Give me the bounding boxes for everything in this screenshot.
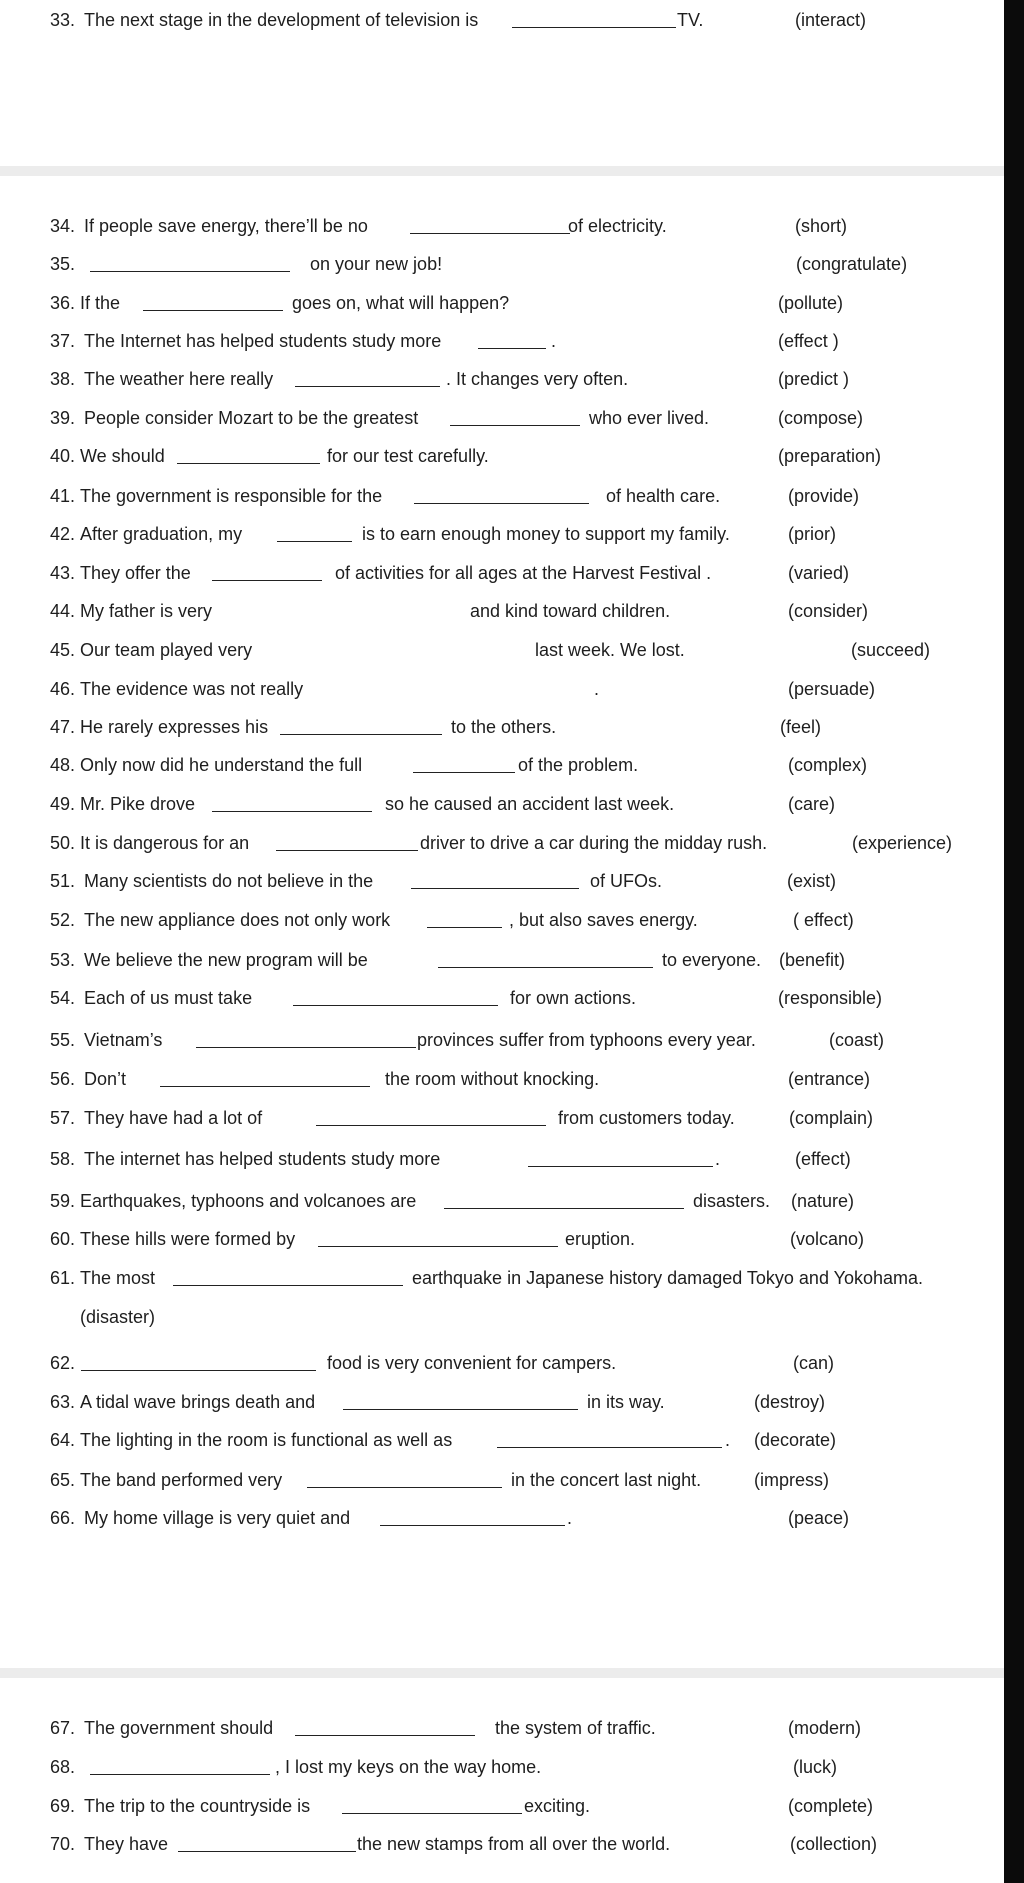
question-number: 49. <box>50 794 76 814</box>
question-number: 48. <box>50 755 76 775</box>
answer-blank[interactable] <box>342 1813 522 1814</box>
question-number: 63. <box>50 1392 76 1412</box>
question-text-continued: who ever lived. <box>584 408 710 428</box>
question-number: 67. <box>50 1718 76 1738</box>
answer-blank[interactable] <box>343 1409 578 1410</box>
question-text: Mr. Pike drove <box>80 794 201 814</box>
answer-blank[interactable] <box>212 580 322 581</box>
question-text: The lighting in the room is functional as well as <box>80 1430 458 1450</box>
word-hint: (peace) <box>788 1508 850 1528</box>
question-number: 56. <box>50 1069 76 1089</box>
word-hint: (feel) <box>780 717 822 737</box>
question-text-continued: . <box>567 1508 573 1528</box>
worksheet-page-3 <box>0 1678 1004 1883</box>
question-63 <box>0 1387 1004 1417</box>
question-text: The internet has helped students study more <box>84 1149 441 1169</box>
question-number: 60. <box>50 1229 76 1249</box>
question-text: The evidence was not really <box>80 679 304 699</box>
answer-blank[interactable] <box>414 503 589 504</box>
question-50 <box>0 828 1004 858</box>
answer-blank[interactable] <box>90 271 290 272</box>
question-text-continued: TV. <box>677 10 704 30</box>
word-hint: ( effect) <box>793 910 854 930</box>
question-text: It is dangerous for an <box>80 833 255 853</box>
question-text-continued: in its way. <box>582 1392 665 1412</box>
word-hint: (exist) <box>787 871 836 891</box>
question-text-continued: in the concert last night. <box>506 1470 702 1490</box>
question-49 <box>0 789 1004 819</box>
question-55 <box>0 1025 1004 1055</box>
question-text: My father is very <box>80 601 213 621</box>
question-36 <box>0 288 1004 318</box>
answer-blank[interactable] <box>277 541 352 542</box>
question-text: We should <box>80 446 170 466</box>
question-38 <box>0 364 1004 394</box>
question-text-continued: of electricity. <box>568 216 667 236</box>
question-40 <box>0 441 1004 471</box>
question-number: 66. <box>50 1508 76 1528</box>
question-text: Earthquakes, typhoons and volcanoes are <box>80 1191 422 1211</box>
question-text: After graduation, my <box>80 524 248 544</box>
question-text-continued: exciting. <box>524 1796 591 1816</box>
question-text: People consider Mozart to be the greatest <box>84 408 424 428</box>
question-47 <box>0 712 1004 742</box>
question-33 <box>0 5 1004 35</box>
answer-blank[interactable] <box>427 927 502 928</box>
question-60 <box>0 1224 1004 1254</box>
question-39 <box>0 403 1004 433</box>
question-number: 40. <box>50 446 76 466</box>
question-67 <box>0 1713 1004 1743</box>
question-number: 38. <box>50 369 76 389</box>
question-65 <box>0 1465 1004 1495</box>
question-text: The most <box>80 1268 161 1288</box>
word-hint: (responsible) <box>778 988 883 1008</box>
question-number: 46. <box>50 679 76 699</box>
word-hint: (preparation) <box>778 446 882 466</box>
question-number: 58. <box>50 1149 76 1169</box>
question-text: The weather here really <box>84 369 279 389</box>
worksheet-page-1 <box>0 0 1004 166</box>
answer-blank[interactable] <box>177 463 320 464</box>
question-text: Vietnam’s <box>84 1030 168 1050</box>
question-text-continued: driver to drive a car during the midday rush. <box>420 833 768 853</box>
question-number: 68. <box>50 1757 76 1777</box>
question-text: Only now did he understand the full <box>80 755 368 775</box>
word-hint: (disaster) <box>80 1307 156 1327</box>
word-hint: (experience) <box>852 833 953 853</box>
question-text: The government is responsible for the <box>80 486 388 506</box>
question-64 <box>0 1425 1004 1455</box>
word-hint: (predict ) <box>778 369 850 389</box>
scroll-edge-strip <box>1004 0 1024 1883</box>
question-text-continued: the new stamps from all over the world. <box>357 1834 671 1854</box>
word-hint: (modern) <box>788 1718 862 1738</box>
question-number: 47. <box>50 717 76 737</box>
question-number: 37. <box>50 331 76 351</box>
word-hint: (effect ) <box>778 331 839 351</box>
question-text: They have had a lot of <box>84 1108 268 1128</box>
answer-blank[interactable] <box>450 425 580 426</box>
answer-blank[interactable] <box>380 1525 565 1526</box>
question-51 <box>0 866 1004 896</box>
question-text-continued: is to earn enough money to support my family. <box>357 524 730 544</box>
question-text-continued: food is very convenient for campers. <box>322 1353 617 1373</box>
answer-blank[interactable] <box>173 1285 403 1286</box>
question-text-continued: the system of traffic. <box>490 1718 656 1738</box>
question-text-continued: disasters. <box>688 1191 771 1211</box>
answer-blank[interactable] <box>497 1447 722 1448</box>
question-62 <box>0 1348 1004 1378</box>
question-text-continued: the room without knocking. <box>380 1069 600 1089</box>
question-text: Our team played very <box>80 640 253 660</box>
answer-blank[interactable] <box>318 1246 558 1247</box>
word-hint: (luck) <box>793 1757 837 1777</box>
word-hint: (pollute) <box>778 293 844 313</box>
question-text: They offer the <box>80 563 196 583</box>
question-number: 34. <box>50 216 76 236</box>
word-hint: (provide) <box>788 486 860 506</box>
word-hint: (coast) <box>829 1030 885 1050</box>
question-text: The trip to the countryside is <box>84 1796 316 1816</box>
question-54 <box>0 983 1004 1013</box>
question-number: 59. <box>50 1191 76 1211</box>
worksheet-page-2 <box>0 176 1004 1668</box>
question-66 <box>0 1503 1004 1533</box>
word-hint: (volcano) <box>790 1229 865 1249</box>
question-52 <box>0 905 1004 935</box>
word-hint: (collection) <box>790 1834 878 1854</box>
question-text-continued: from customers today. <box>553 1108 735 1128</box>
question-text: They have <box>84 1834 169 1854</box>
word-hint: (persuade) <box>788 679 876 699</box>
question-text-continued: to the others. <box>446 717 557 737</box>
word-hint: (succeed) <box>851 640 931 660</box>
question-text-continued: of activities for all ages at the Harvest Festival . <box>330 563 712 583</box>
question-text-continued: on your new job! <box>305 254 443 274</box>
question-44 <box>0 596 1004 626</box>
answer-blank[interactable] <box>196 1047 416 1048</box>
question-text-continued: provinces suffer from typhoons every year. <box>417 1030 756 1050</box>
answer-blank[interactable] <box>90 1774 270 1775</box>
question-text-continued: goes on, what will happen? <box>287 293 510 313</box>
question-61 <box>0 1263 1004 1327</box>
answer-blank[interactable] <box>413 772 515 773</box>
question-number: 41. <box>50 486 76 506</box>
question-46 <box>0 674 1004 704</box>
question-42 <box>0 519 1004 549</box>
question-34 <box>0 211 1004 241</box>
question-text-continued: . <box>551 331 557 351</box>
word-hint: (short) <box>795 216 848 236</box>
answer-blank[interactable] <box>295 1735 475 1736</box>
answer-blank[interactable] <box>444 1208 684 1209</box>
question-text-continued: of UFOs. <box>585 871 663 891</box>
question-number: 62. <box>50 1353 76 1373</box>
question-text-continued: last week. We lost. <box>535 640 685 660</box>
question-text: Many scientists do not believe in the <box>84 871 379 891</box>
question-number: 69. <box>50 1796 76 1816</box>
question-number: 50. <box>50 833 76 853</box>
answer-blank[interactable] <box>81 1370 316 1371</box>
word-hint: (interact) <box>795 10 867 30</box>
question-text-continued: eruption. <box>560 1229 636 1249</box>
word-hint: (varied) <box>788 563 850 583</box>
question-text-continued: and kind toward children. <box>470 601 671 621</box>
question-text: If the <box>80 293 126 313</box>
question-text: We believe the new program will be <box>84 950 373 970</box>
question-59 <box>0 1186 1004 1216</box>
question-text-continued: . <box>594 679 600 699</box>
question-35 <box>0 249 1004 279</box>
answer-blank[interactable] <box>410 233 570 234</box>
question-70 <box>0 1829 1004 1859</box>
question-number: 55. <box>50 1030 76 1050</box>
question-number: 39. <box>50 408 76 428</box>
question-text-continued: . <box>715 1149 721 1169</box>
answer-blank[interactable] <box>512 27 676 28</box>
question-57 <box>0 1103 1004 1133</box>
question-text: A tidal wave brings death and <box>80 1392 321 1412</box>
question-68 <box>0 1752 1004 1782</box>
question-text-continued: earthquake in Japanese history damaged Tokyo and Yokohama. <box>407 1268 924 1288</box>
answer-blank[interactable] <box>160 1086 370 1087</box>
word-hint: (prior) <box>788 524 836 544</box>
question-number: 64. <box>50 1430 76 1450</box>
answer-blank[interactable] <box>528 1166 713 1167</box>
question-text: Don’t <box>84 1069 132 1089</box>
question-53 <box>0 945 1004 975</box>
question-69 <box>0 1791 1004 1821</box>
answer-blank[interactable] <box>316 1125 546 1126</box>
word-hint: (can) <box>793 1353 835 1373</box>
question-text-continued: to everyone. <box>657 950 762 970</box>
question-number: 70. <box>50 1834 76 1854</box>
question-text: He rarely expresses his <box>80 717 269 737</box>
answer-blank[interactable] <box>212 811 372 812</box>
question-number: 57. <box>50 1108 76 1128</box>
word-hint: (complex) <box>788 755 868 775</box>
question-text-continued: for our test carefully. <box>322 446 489 466</box>
word-hint: (complete) <box>788 1796 874 1816</box>
question-number: 53. <box>50 950 76 970</box>
question-text-continued: of the problem. <box>518 755 639 775</box>
word-hint: (effect) <box>795 1149 851 1169</box>
word-hint: (benefit) <box>779 950 846 970</box>
question-number: 51. <box>50 871 76 891</box>
answer-blank[interactable] <box>178 1851 356 1852</box>
question-48 <box>0 750 1004 780</box>
question-number: 42. <box>50 524 76 544</box>
word-hint: (nature) <box>791 1191 855 1211</box>
question-text: The Internet has helped students study more <box>84 331 447 351</box>
question-text: If people save energy, there’ll be no <box>84 216 368 236</box>
question-37 <box>0 326 1004 356</box>
question-text: The band performed very <box>80 1470 288 1490</box>
question-number: 65. <box>50 1470 76 1490</box>
answer-blank[interactable] <box>307 1487 502 1488</box>
question-number: 36. <box>50 293 76 313</box>
answer-blank[interactable] <box>293 1005 498 1006</box>
question-number: 35. <box>50 254 76 274</box>
word-hint: (congratulate) <box>796 254 908 274</box>
question-58 <box>0 1144 1004 1174</box>
question-text-continued: , I lost my keys on the way home. <box>275 1757 542 1777</box>
question-text: The next stage in the development of television is <box>84 10 484 30</box>
question-text-continued: . It changes very often. <box>446 369 629 389</box>
word-hint: (complain) <box>789 1108 874 1128</box>
question-text-continued: , but also saves energy. <box>509 910 698 930</box>
question-text: These hills were formed by <box>80 1229 301 1249</box>
question-number: 33. <box>50 10 76 30</box>
question-45 <box>0 635 1004 665</box>
word-hint: (decorate) <box>754 1430 837 1450</box>
word-hint: (entrance) <box>788 1069 871 1089</box>
answer-blank[interactable] <box>143 310 283 311</box>
word-hint: (compose) <box>778 408 864 428</box>
question-43 <box>0 558 1004 588</box>
question-number: 43. <box>50 563 76 583</box>
word-hint: (impress) <box>754 1470 829 1490</box>
word-hint: (care) <box>788 794 836 814</box>
question-text: Each of us must take <box>84 988 258 1008</box>
question-text: The government should <box>84 1718 274 1738</box>
question-number: 44. <box>50 601 76 621</box>
word-hint: (destroy) <box>754 1392 826 1412</box>
answer-blank[interactable] <box>438 967 653 968</box>
answer-blank[interactable] <box>411 888 579 889</box>
answer-blank[interactable] <box>280 734 442 735</box>
question-text-continued: so he caused an accident last week. <box>380 794 675 814</box>
question-number: 54. <box>50 988 76 1008</box>
question-text-continued: . <box>725 1430 731 1450</box>
question-41 <box>0 481 1004 511</box>
question-text: The new appliance does not only work <box>84 910 396 930</box>
question-number: 52. <box>50 910 76 930</box>
answer-blank[interactable] <box>276 850 418 851</box>
question-text-continued: of health care. <box>601 486 721 506</box>
word-hint: (consider) <box>788 601 869 621</box>
answer-blank[interactable] <box>478 348 546 349</box>
question-56 <box>0 1064 1004 1094</box>
question-text-continued: for own actions. <box>505 988 637 1008</box>
answer-blank[interactable] <box>295 386 440 387</box>
question-text: My home village is very quiet and <box>84 1508 356 1528</box>
question-number: 45. <box>50 640 76 660</box>
question-number: 61. <box>50 1268 76 1288</box>
